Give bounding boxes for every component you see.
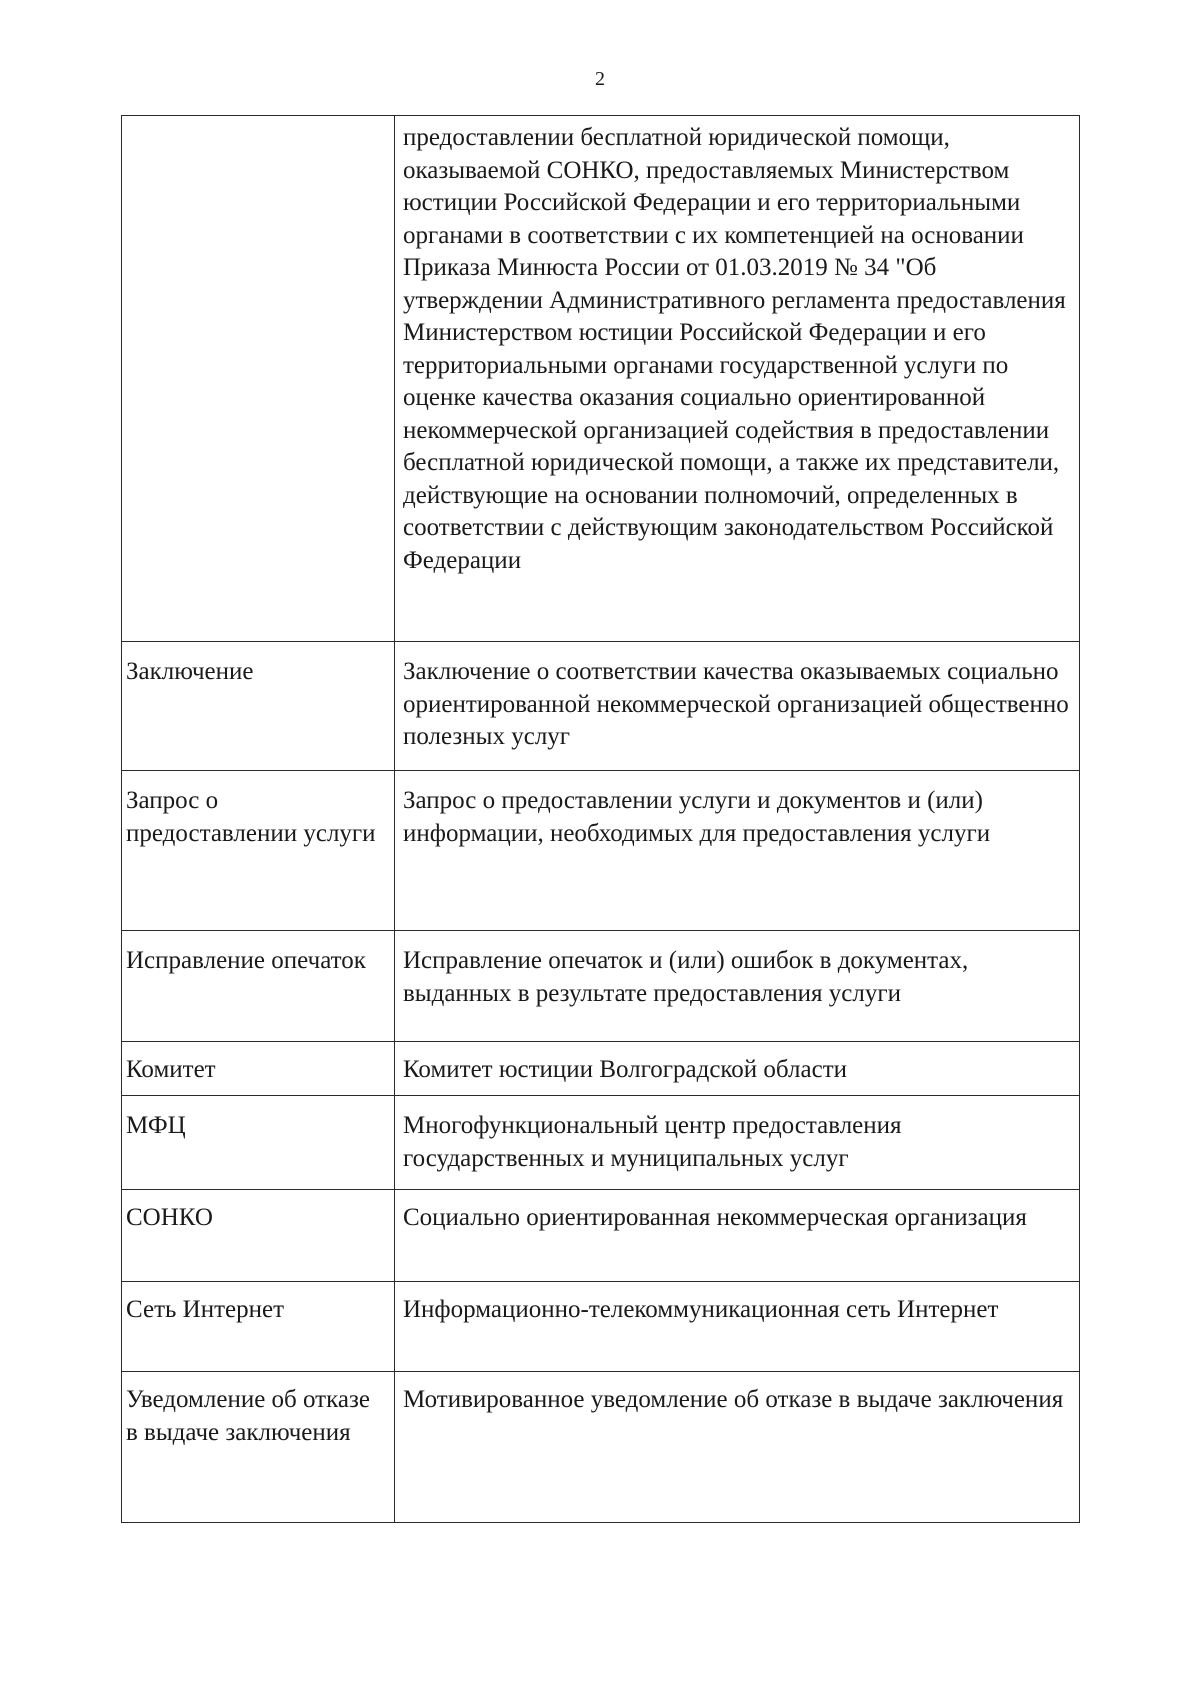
term-cell: Сеть Интернет	[122, 1282, 395, 1372]
term-cell: Комитет	[122, 1042, 395, 1096]
table-row	[122, 1282, 1080, 1372]
term-cell: Заключение	[122, 642, 395, 771]
description-cell: Заключение о соответствии качества оказываемых социально ориентированной некоммерческой организацией общественно полезных услуг	[395, 642, 1080, 771]
description-cell: Мотивированное уведомление об отказе в выдаче заключения	[395, 1372, 1080, 1523]
description-cell: предоставлении бесплатной юридической помощи, оказываемой СОНКО, предоставляемых Министерством юстиции Российской Федерации и его территориальными органами в соответствии с их компетенцией на основании Приказа Минюста России от 01.03.2019 № 34 "Об утверждении Административного регламента предоставления Министерством юстиции Российской Федерации и его территориальными органами государственной услуги по оценке качества оказания социально ориентированной некоммерческой организацией содействия в предоставлении бесплатной юридической помощи, а также их представители, действующие на основании полномочий, определенных в соответствии с действующим законодательством Российской Федерации	[395, 116, 1080, 642]
page-number: 2	[595, 68, 605, 90]
table-row	[122, 1190, 1080, 1282]
description-cell: Исправление опечаток и (или) ошибок в документах, выданных в результате предоставления услуги	[395, 931, 1080, 1042]
term-cell: МФЦ	[122, 1096, 395, 1190]
term-cell	[122, 116, 395, 642]
term-cell: Исправление опечаток	[122, 931, 395, 1042]
term-cell: СОНКО	[122, 1190, 395, 1282]
table-row	[122, 1042, 1080, 1096]
table-row	[122, 1096, 1080, 1190]
table-row	[122, 116, 1080, 642]
table-row	[122, 931, 1080, 1042]
table-row	[122, 642, 1080, 771]
term-cell: Уведомление об отказе в выдаче заключения	[122, 1372, 395, 1523]
description-cell: Информационно-телекоммуникационная сеть Интернет	[395, 1282, 1080, 1372]
description-cell: Запрос о предоставлении услуги и документов и (или) информации, необходимых для предоставления услуги	[395, 771, 1080, 931]
description-cell: Многофункциональный центр предоставления государственных и муниципальных услуг	[395, 1096, 1080, 1190]
description-cell: Комитет юстиции Волгоградской области	[395, 1042, 1080, 1096]
table-row	[122, 1372, 1080, 1523]
table-row	[122, 771, 1080, 931]
definitions-table	[121, 115, 1080, 1523]
term-cell: Запрос о предоставлении услуги	[122, 771, 395, 931]
description-cell: Социально ориентированная некоммерческая организация	[395, 1190, 1080, 1282]
